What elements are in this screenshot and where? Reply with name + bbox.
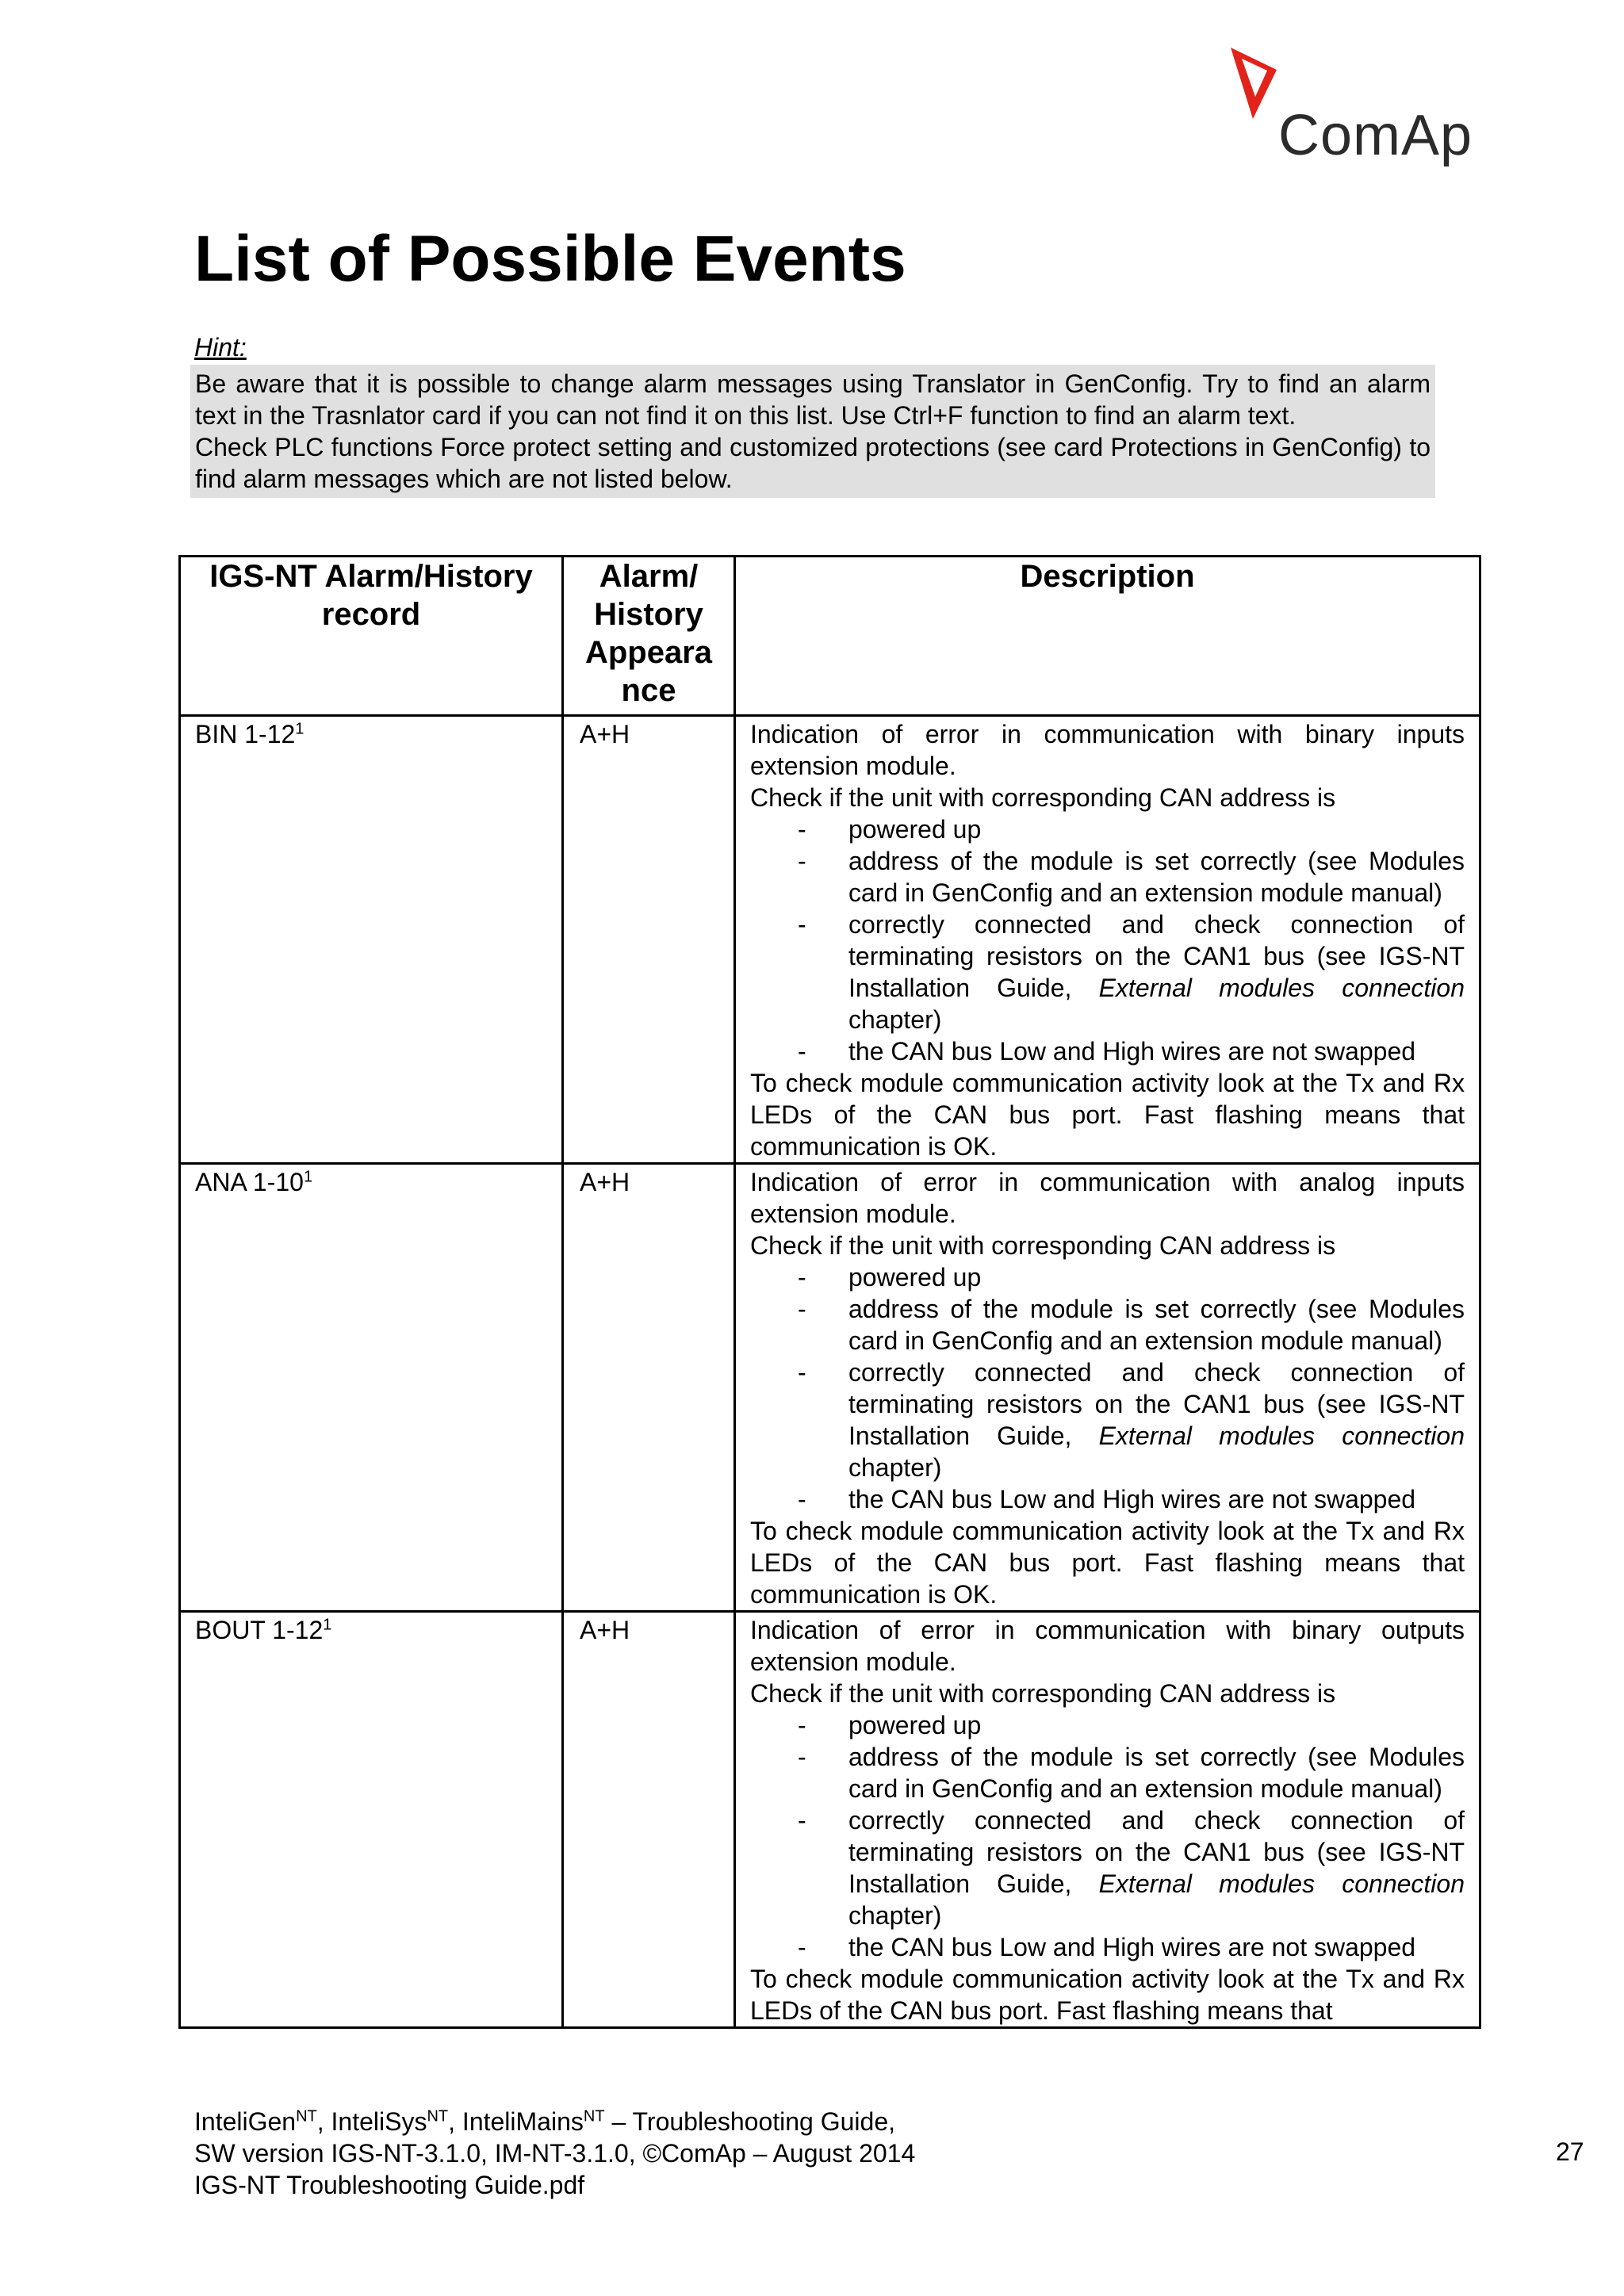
page-number: 27 — [1556, 2137, 1584, 2166]
bullet-text: powered up — [848, 1711, 982, 1739]
bullet-text: chapter) — [848, 1901, 942, 1930]
bullet-text: chapter) — [848, 1005, 942, 1034]
list-item: - the CAN bus Low and High wires are not swapped — [798, 1037, 1416, 1066]
bullet-text: address of the module is set correctly (see Modules card in GenConfig and an extension module manual) — [848, 1295, 1465, 1355]
bullet-text: correctly connected and check connection of terminating resistors on the CAN1 bus (see IGS-NT Installation Guide, — [848, 1358, 1465, 1450]
bullet-text: the CAN bus Low and High wires are not swapped — [848, 1485, 1416, 1513]
list-item: - the CAN bus Low and High wires are not swapped — [798, 1485, 1416, 1513]
bullet-text: correctly connected and check connection of terminating resistors on the CAN1 bus (see IGS-NT Installation Guide, — [848, 1806, 1465, 1898]
table-row — [180, 716, 1480, 1164]
list-item: - correctly connected and check connection of terminating resistors on the CAN1 bus (see IGS-NT Installation Guide, External modules connection chapter) — [798, 910, 1465, 1034]
description-cell — [735, 1164, 1480, 1612]
record-footnote: 1 — [323, 1616, 332, 1634]
logo-text: ComAp — [1278, 104, 1473, 167]
bullet-text: powered up — [848, 815, 982, 844]
desc-intro: Indication of error in communication with binary outputs extension module. — [750, 1616, 1465, 1676]
bullet-text: address of the module is set correctly (see Modules card in GenConfig and an extension module manual) — [848, 847, 1465, 907]
description-cell — [735, 1612, 1480, 2028]
record-cell — [180, 716, 563, 1164]
desc-bullets — [750, 813, 1465, 1067]
desc-bullets — [750, 1261, 1465, 1515]
table-header-row — [180, 557, 1480, 716]
list-item: - address of the module is set correctly (see Modules card in GenConfig and an extension module manual) — [798, 1743, 1465, 1803]
bullet-text: the CAN bus Low and High wires are not swapped — [848, 1037, 1416, 1066]
record-name: BOUT 1-12 — [195, 1616, 324, 1644]
record-cell — [180, 1612, 563, 2028]
footer-product-2: , InteliSys — [316, 2107, 427, 2136]
list-item: - correctly connected and check connection of terminating resistors on the CAN1 bus (see IGS-NT Installation Guide, External modules connection chapter) — [798, 1358, 1465, 1482]
list-item: - address of the module is set correctly (see Modules card in GenConfig and an extension module manual) — [798, 847, 1465, 907]
list-item: - address of the module is set correctly (see Modules card in GenConfig and an extension module manual) — [798, 1295, 1465, 1355]
description-cell — [735, 716, 1480, 1164]
bullet-italic: External modules connection — [1098, 974, 1465, 1002]
header-record: IGS-NT Alarm/History record — [180, 557, 563, 716]
list-item: - correctly connected and check connection of terminating resistors on the CAN1 bus (see IGS-NT Installation Guide, External modules connection chapter) — [798, 1806, 1465, 1930]
desc-check: Check if the unit with corresponding CAN address is — [750, 1679, 1336, 1708]
record-footnote: 1 — [303, 1168, 313, 1186]
page-footer — [194, 2106, 915, 2201]
desc-bullets — [750, 1709, 1465, 1963]
events-table — [178, 555, 1481, 2029]
hint-text-1: Be aware that it is possible to change alarm messages using Translator in GenConfig. Try to find an alarm text in the Trasnlator card if you can not find it on this list. Use Ctrl+F function to find an alarm text. — [195, 369, 1431, 430]
desc-check: Check if the unit with corresponding CAN address is — [750, 1231, 1336, 1260]
list-item: - powered up — [798, 815, 982, 844]
footer-product-3: , InteliMains — [448, 2107, 584, 2136]
desc-outro: To check module communication activity look at the Tx and Rx LEDs of the CAN bus port. Fast flashing means that communication is OK. — [750, 1517, 1465, 1609]
desc-outro: To check module communication activity look at the Tx and Rx LEDs of the CAN bus port. Fast flashing means that — [750, 1965, 1465, 2025]
footer-guide-title: – Troubleshooting Guide, — [604, 2107, 896, 2136]
header-description: Description — [735, 557, 1480, 716]
hint-label: Hint: — [194, 333, 247, 362]
footer-sup-2: NT — [427, 2107, 449, 2126]
list-item: - powered up — [798, 1711, 982, 1739]
table-row — [180, 1612, 1480, 2028]
appearance-cell: A+H — [563, 1164, 735, 1612]
record-name: BIN 1-12 — [195, 720, 296, 748]
footer-line-3: IGS-NT Troubleshooting Guide.pdf — [194, 2171, 585, 2199]
desc-intro: Indication of error in communication with binary inputs extension module. — [750, 720, 1465, 780]
bullet-text: the CAN bus Low and High wires are not swapped — [848, 1933, 1416, 1961]
table-body — [180, 716, 1480, 2028]
appearance-cell: A+H — [563, 1612, 735, 2028]
footer-sup-3: NT — [583, 2107, 605, 2126]
list-item: - the CAN bus Low and High wires are not swapped — [798, 1933, 1416, 1961]
desc-intro: Indication of error in communication with analog inputs extension module. — [750, 1168, 1465, 1228]
bullet-italic: External modules connection — [1098, 1869, 1465, 1898]
bullet-text: address of the module is set correctly (see Modules card in GenConfig and an extension module manual) — [848, 1743, 1465, 1803]
footer-line-1 — [194, 2106, 915, 2137]
bullet-text: powered up — [848, 1263, 982, 1292]
desc-check: Check if the unit with corresponding CAN address is — [750, 783, 1336, 812]
bullet-italic: External modules connection — [1098, 1422, 1465, 1450]
bullet-text: correctly connected and check connection of terminating resistors on the CAN1 bus (see IGS-NT Installation Guide, — [848, 910, 1465, 1002]
record-cell — [180, 1164, 563, 1612]
hint-text-2: Check PLC functions Force protect setting and customized protections (see card Protections in GenConfig) to find alarm messages which are not listed below. — [195, 433, 1431, 493]
list-item: - powered up — [798, 1263, 982, 1292]
footer-sup-1: NT — [296, 2107, 317, 2126]
header-appearance-text: Alarm/ History Appeara nce — [584, 559, 713, 708]
table-row — [180, 1164, 1480, 1612]
appearance-cell: A+H — [563, 716, 735, 1164]
footer-product-1: InteliGen — [194, 2107, 297, 2136]
footer-line-2: SW version IGS-NT-3.1.0, IM-NT-3.1.0, ©ComAp – August 2014 — [194, 2139, 916, 2168]
record-footnote: 1 — [295, 720, 304, 738]
bullet-text: chapter) — [848, 1453, 942, 1482]
record-name: ANA 1-10 — [195, 1168, 304, 1196]
desc-outro: To check module communication activity look at the Tx and Rx LEDs of the CAN bus port. Fast flashing means that communication is OK. — [750, 1069, 1465, 1161]
page-title: List of Possible Events — [194, 223, 906, 295]
header-appearance — [563, 557, 735, 716]
